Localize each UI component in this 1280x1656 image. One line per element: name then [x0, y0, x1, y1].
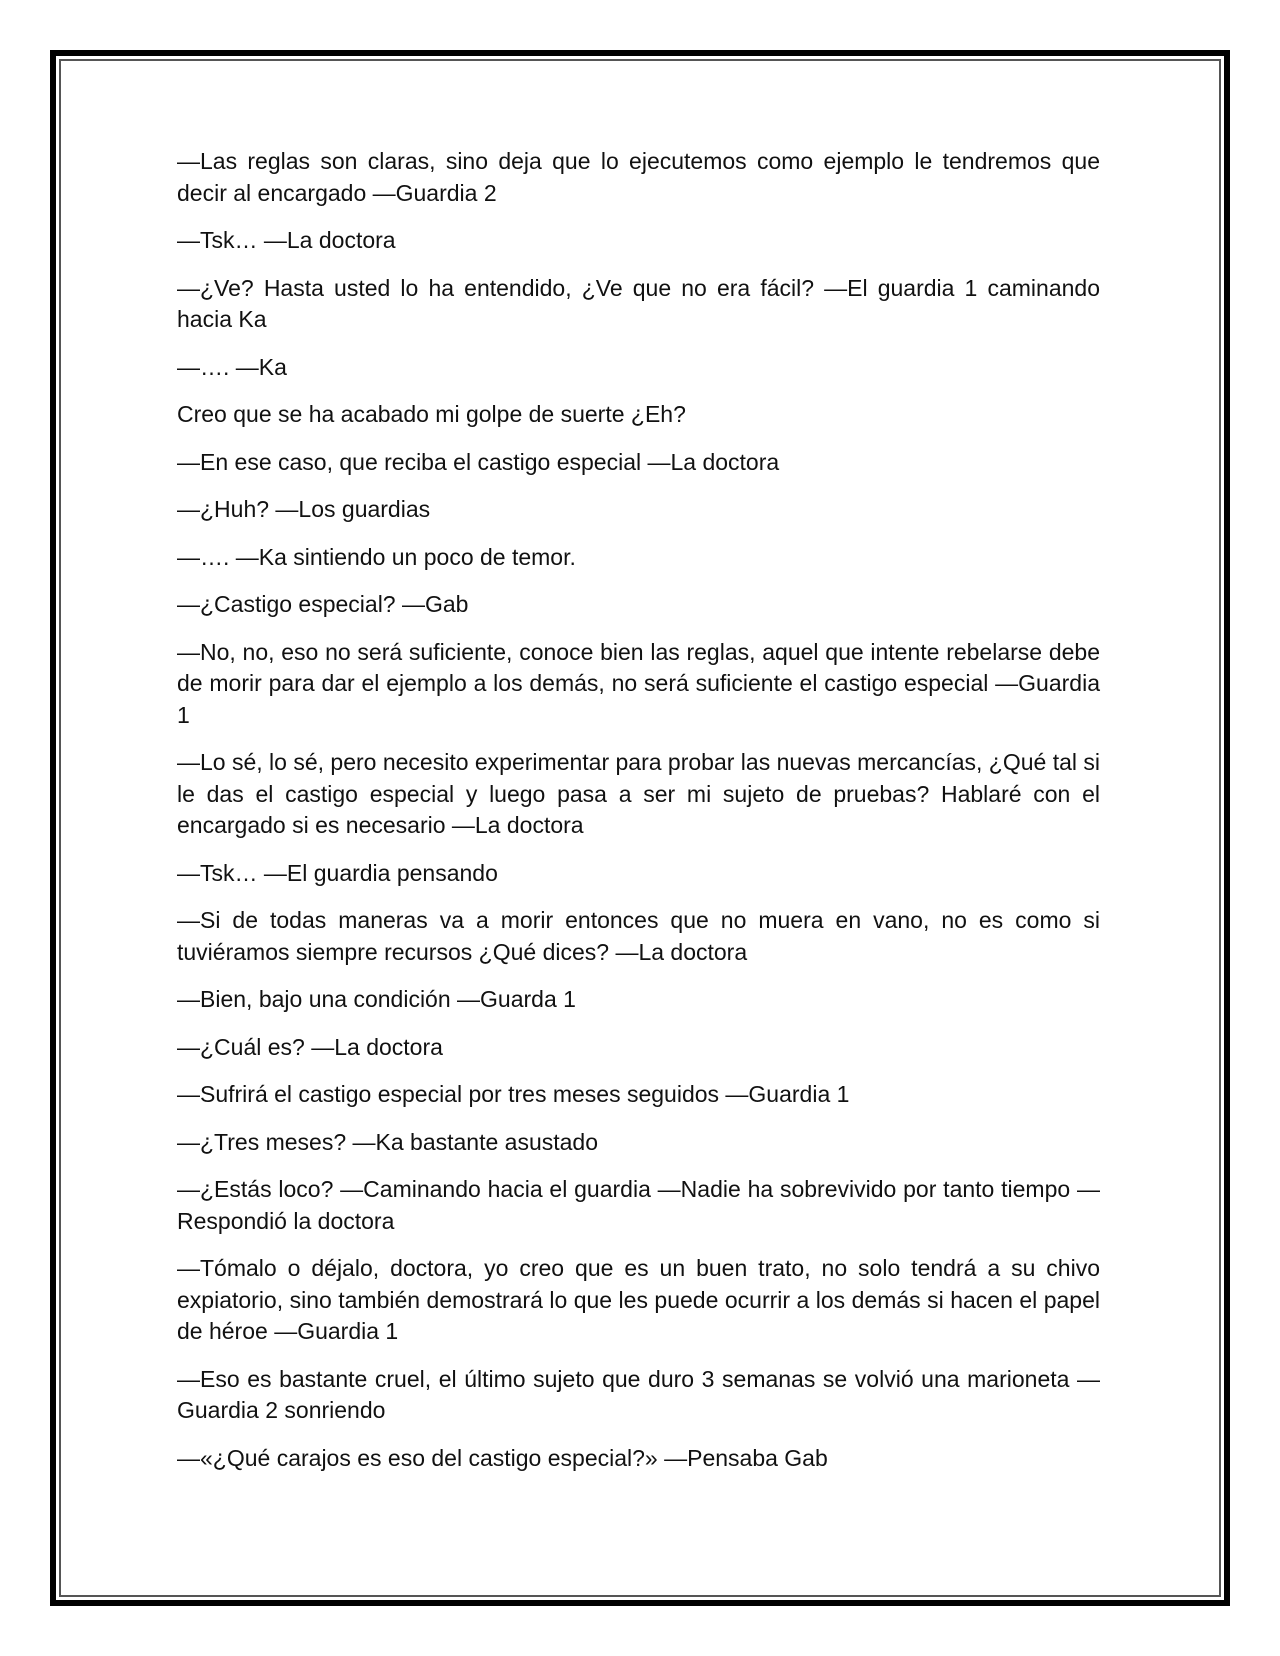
paragraph: —¿Cuál es? —La doctora: [177, 1033, 443, 1060]
paragraph: —Tómalo o déjalo, doctora, yo creo que es un buen trato, no solo tendrá a su chivo expiatorio, sino también demostrará lo que les puede ocurrir a los demás si hacen el papel de héroe —Guardia 1: [177, 1255, 1100, 1344]
paragraph: —Eso es bastante cruel, el último sujeto que duro 3 semanas se volvió una marioneta —Guardia 2 sonriendo: [177, 1365, 1100, 1423]
paragraph: —Tsk… —El guardia pensando: [177, 859, 498, 886]
document-body: [177, 146, 1100, 1490]
paragraph: —Si de todas maneras va a morir entonces que no muera en vano, no es como si tuviéramos siempre recursos ¿Qué dices? —La doctora: [177, 907, 1100, 965]
paragraph: —En ese caso, que reciba el castigo especial —La doctora: [177, 448, 780, 475]
paragraph: —«¿Qué carajos es eso del castigo especial?» —Pensaba Gab: [177, 1444, 828, 1471]
paragraph: —¿Estás loco? —Caminando hacia el guardia —Nadie ha sobrevivido por tanto tiempo —Respondió la doctora: [177, 1176, 1100, 1234]
paragraph: —¿Tres meses? —Ka bastante asustado: [177, 1128, 599, 1155]
paragraph: —Tsk… —La doctora: [177, 227, 396, 253]
paragraph: —¿Ve? Hasta usted lo ha entendido, ¿Ve que no era fácil? —El guardia 1 caminando hacia Ka: [177, 274, 1100, 332]
paragraph: —¿Castigo especial? —Gab: [177, 591, 469, 617]
paragraph: —Lo sé, lo sé, pero necesito experimentar para probar las nuevas mercancías, ¿Qué tal si le das el castigo especial y luego pasa a ser mi sujeto de pruebas? Hablaré con el encargado si es necesario —La doctora: [177, 749, 1101, 838]
paragraph: —Sufrirá el castigo especial por tres meses seguidos —Guardia 1: [177, 1081, 850, 1107]
paragraph: —Bien, bajo una condición —Guarda 1: [177, 986, 576, 1012]
paragraph: —¿Huh? —Los guardias: [177, 496, 431, 522]
paragraph: Creo que se ha acabado mi golpe de suerte ¿Eh?: [177, 401, 686, 427]
paragraph: —No, no, eso no será suficiente, conoce bien las reglas, aquel que intente rebelarse debe de morir para dar el ejemplo a los demás, no será suficiente el castigo especial —Guardia 1: [177, 638, 1100, 728]
paragraph: —…. —Ka: [177, 353, 287, 380]
paragraph: —…. —Ka sintiendo un poco de temor.: [177, 543, 576, 570]
paragraph: —Las reglas son claras, sino deja que lo ejecutemos como ejemplo le tendremos que decir al encargado —Guardia 2: [177, 148, 1100, 206]
